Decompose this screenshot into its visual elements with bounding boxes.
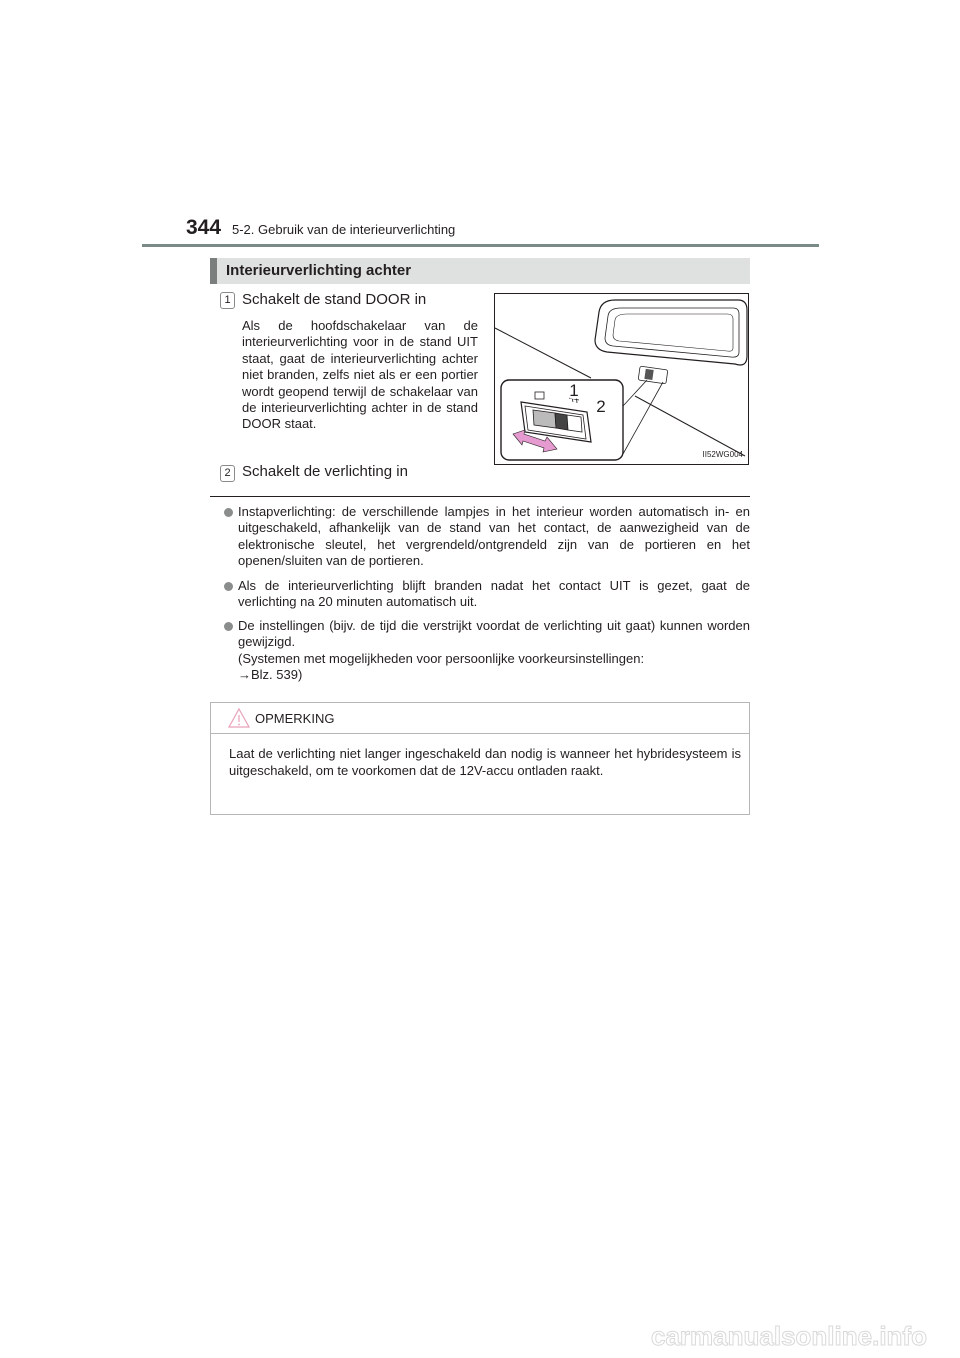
bullet-ref: →Blz. 539) <box>238 666 303 682</box>
bullet-text: De instellingen (bijv. de tijd die verstrijkt voordat de verlichting uit gaat) kunnen worden gewijzigd. <box>238 618 750 650</box>
bullet-dot-icon <box>224 582 233 591</box>
header-rule <box>142 244 819 247</box>
item-1-number-badge: 1 <box>220 292 235 309</box>
bullet-item-1 <box>224 504 750 569</box>
rear-light-figure <box>494 293 749 465</box>
page-number: 344 <box>186 216 222 239</box>
item-2-title: Schakelt de verlichting in <box>242 463 408 480</box>
bullet-item-3 <box>224 618 750 683</box>
notice-text: Laat de verlichting niet langer ingeschakeld dan nodig is wanneer het hybridesysteem is uitgeschakeld, om te voorkomen dat de 12V-accu ontladen raakt. <box>229 746 741 778</box>
watermark-logo <box>624 1320 954 1354</box>
bullet-dot-icon <box>224 622 233 631</box>
item-1-description: Als de hoofdschakelaar van de interieurverlichting voor in de stand UIT staat, gaat de interieurverlichting achter niet branden, zelfs niet als er een portier wordt geopend terwijl de schakelaar van de interieurverlichting achter in de stand DOOR staat. <box>242 318 478 432</box>
bullet-dot-icon <box>224 508 233 517</box>
running-header: 5-2. Gebruik van de interieurverlichting <box>232 222 456 237</box>
notice-header-rule <box>211 733 749 734</box>
bullet-text: Instapverlichting: de verschillende lampjes in het interieur worden automatisch in- en uitgeschakeld, afhankelijk van de stand van het contact, de aanwezigheid van de elektronische sleutel, het vergrendeld/ontgrendeld zijn van de portieren en het openen/sluiten van de portieren. <box>238 504 750 568</box>
bullet-item-2 <box>224 578 750 611</box>
figure-code: II52WG004 <box>702 450 743 459</box>
bullet-text: Als de interieurverlichting blijft branden nadat het contact UIT is gezet, gaat de verlichting na 20 minuten automatisch uit. <box>238 578 750 610</box>
bullet-note: (Systemen met mogelijkheden voor persoonlijke voorkeursinstellingen: <box>238 650 645 666</box>
warning-triangle-icon <box>227 707 251 729</box>
watermark-text: carmanualsonline.info <box>651 1321 927 1351</box>
rear-light-illustration <box>495 294 749 465</box>
section-title-bar <box>210 258 750 284</box>
figure-callout-1: 1 <box>569 381 579 400</box>
notice-label: OPMERKING <box>255 711 335 726</box>
section-divider <box>210 496 750 497</box>
item-2-number-badge: 2 <box>220 465 235 482</box>
section-bar-stripe <box>210 258 217 284</box>
notice-box <box>210 702 750 815</box>
section-title: Interieurverlichting achter <box>226 262 412 279</box>
item-1-title: Schakelt de stand DOOR in <box>242 291 427 308</box>
figure-callout-2: 2 <box>596 397 606 416</box>
